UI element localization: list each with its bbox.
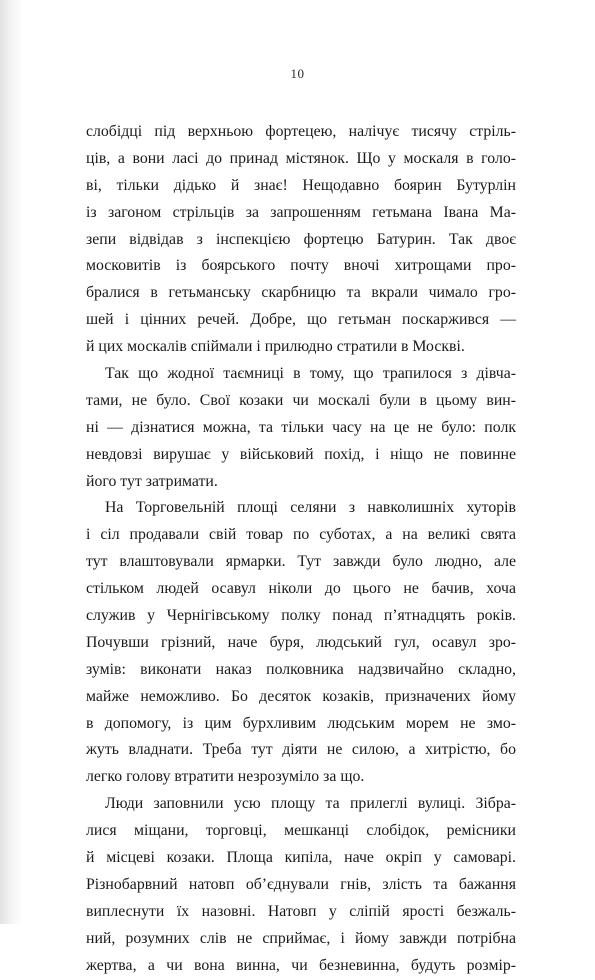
text-line: ців, а вони ласі до принад містянок. Що у москаля в голо- xyxy=(86,149,516,167)
text-line: зумів: виконати наказ полковника надзвичайно складно, xyxy=(86,660,516,678)
text-line: і сіл продавали свій товар по суботах, а на великі свята xyxy=(86,526,516,544)
text-line: ний, розумних слів не сприймає, і йому завжди потрібна xyxy=(86,929,516,947)
text-line: майже неможливо. Бо десяток козаків, призначених йому xyxy=(86,687,516,705)
text-line: служив у Чернігівському полку понад п’ятнадцять років. xyxy=(86,607,516,625)
text-line: тами, не було. Свої козаки чи москалі були в цьому вин- xyxy=(86,391,516,409)
text-line: бралися в гетьманську скарбницю та вкрали чимало гро- xyxy=(86,284,516,302)
text-line: Почувши грізний, наче буря, людський гул, осавул зро- xyxy=(86,633,516,651)
text-line: слобідці під верхньою фортецею, налічує тисячу стріль- xyxy=(86,123,516,140)
paragraph-first-line: На Торговельній площі селяни з навколишніх хуторів xyxy=(105,499,516,517)
text-line: із загоном стрільців за запрошенням гетьмана Івана Ма- xyxy=(86,203,516,221)
text-line: виплеснути їх назовні. Натовп у сліпій ярості безжаль- xyxy=(86,902,516,920)
page-number: 10 xyxy=(290,66,305,81)
text-line: й місцеві козаки. Площа кипіла, наче окріп у самоварі. xyxy=(86,849,516,867)
text-line: зепи відвідав з інспекцією фортецю Батурин. Так двоє xyxy=(86,230,516,248)
text-line: ві, тільки дідько й знає! Нещодавно боярин Бутурлін xyxy=(86,176,516,194)
text-line: стільком людей осавул ніколи до цього не бачив, хоча xyxy=(86,580,516,598)
text-line: тут влаштовували ярмарки. Тут завжди було людно, але xyxy=(86,553,516,571)
text-line: Різнобарвний натовп об’єднували гнів, злість та бажання xyxy=(86,875,516,893)
text-line: ні — дізнатися можна, та тільки часу на це не було: полк xyxy=(86,418,516,436)
text-line: невдовзі вирушає у військовий похід, і ніщо не повинне xyxy=(86,445,516,463)
text-line: й цих москалів спіймали і прилюдно стратили в Москві. xyxy=(86,338,465,356)
text-line: шей і цінних речей. Добре, що гетьман поскаржився — xyxy=(86,311,516,329)
text-line: його тут затримати. xyxy=(86,472,218,490)
body-text xyxy=(86,119,516,980)
text-line: московитів із боярського почту вночі хитрощами про- xyxy=(86,257,516,275)
text-line: в допомогу, із цим бурхливим людським морем не змо- xyxy=(86,714,516,732)
page-edge-shadow xyxy=(0,0,22,924)
paragraph-first-line: Так що жодної таємниці в тому, що трапилося з дівча- xyxy=(105,365,516,383)
text-line: легко голову втратити незрозуміло за що. xyxy=(86,768,365,786)
text-line: жертва, а чи вона винна, чи безневинна, будуть розмір- xyxy=(86,956,516,974)
text-line: лися міщани, торговці, мешканці слобідок, ремісники xyxy=(86,822,516,840)
text-line: жуть владнати. Треба тут діяти не силою, а хитрістю, бо xyxy=(86,741,516,759)
paragraph-first-line: Люди заповнили усю площу та прилеглі вулиці. Зібра- xyxy=(105,795,516,813)
